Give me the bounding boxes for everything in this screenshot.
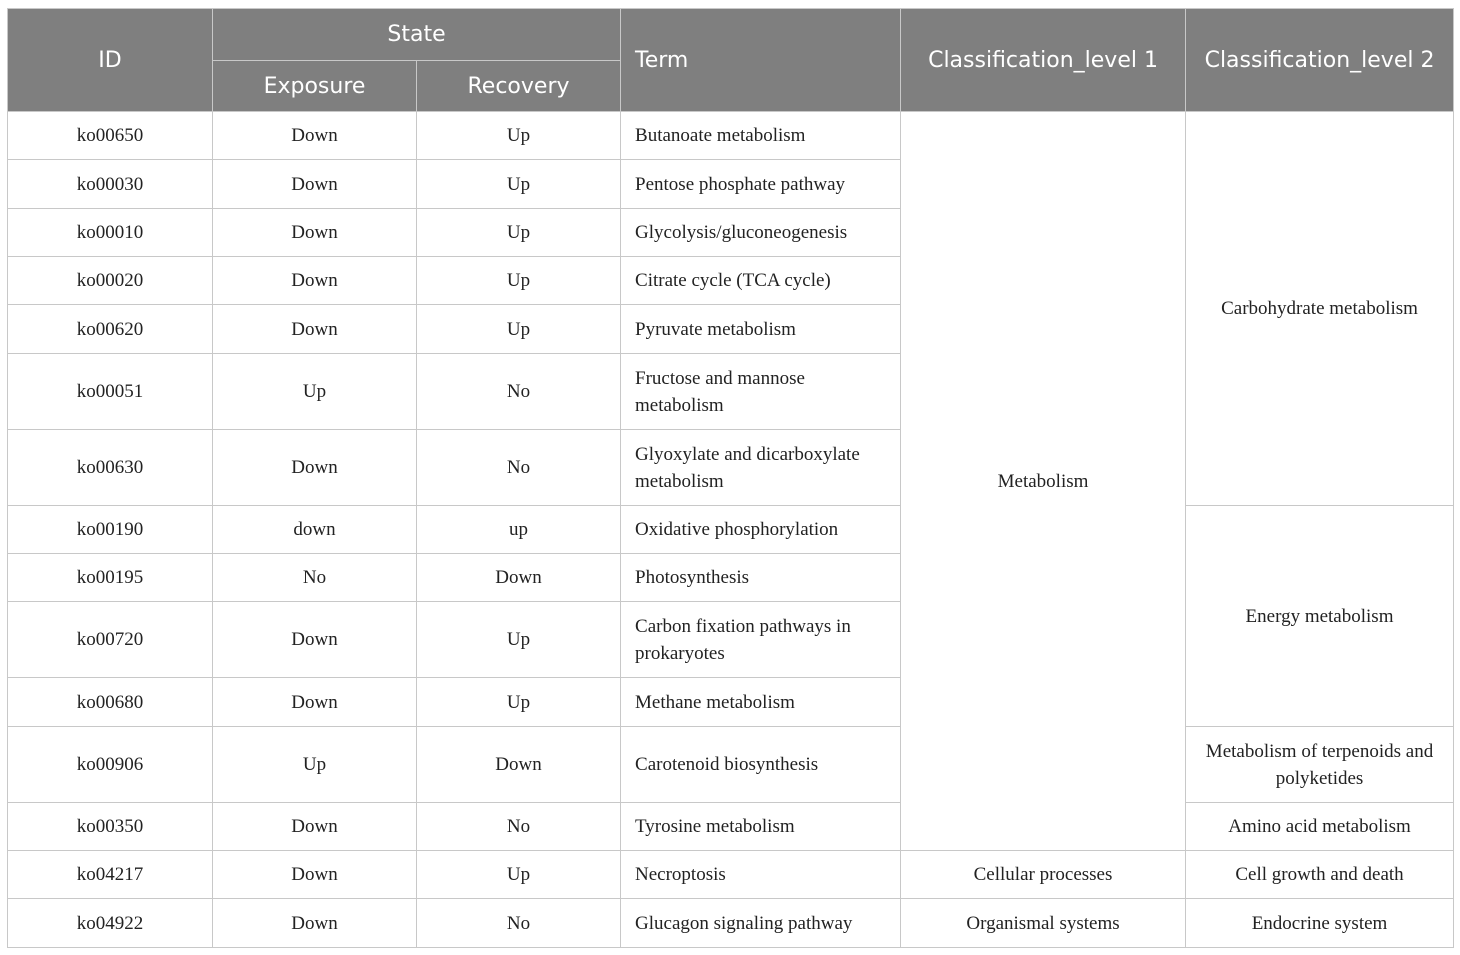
cell-exposure: Up xyxy=(213,727,417,803)
cell-id: ko00195 xyxy=(8,554,213,602)
cell-exposure: Down xyxy=(213,430,417,506)
cell-term: Glyoxylate and dicarboxylate metabolism xyxy=(621,430,901,506)
cell-exposure: Up xyxy=(213,354,417,430)
cell-class1: Metabolism xyxy=(901,112,1186,851)
cell-id: ko00020 xyxy=(8,257,213,305)
cell-recovery: No xyxy=(417,899,621,948)
cell-recovery: Up xyxy=(417,257,621,305)
cell-term: Pyruvate metabolism xyxy=(621,305,901,354)
cell-recovery: Up xyxy=(417,602,621,678)
kegg-pathway-table xyxy=(7,8,1454,948)
cell-id: ko00650 xyxy=(8,112,213,160)
table-row xyxy=(8,899,1454,948)
cell-term: Citrate cycle (TCA cycle) xyxy=(621,257,901,305)
cell-id: ko00030 xyxy=(8,160,213,209)
cell-id: ko00906 xyxy=(8,727,213,803)
header-class2: Classification_level 2 xyxy=(1186,9,1454,112)
cell-recovery: No xyxy=(417,354,621,430)
header-class1: Classification_level 1 xyxy=(901,9,1186,112)
cell-class2: Carbohydrate metabolism xyxy=(1186,112,1454,506)
cell-exposure: Down xyxy=(213,899,417,948)
table-body xyxy=(8,112,1454,948)
cell-recovery: Up xyxy=(417,851,621,899)
table-row xyxy=(8,803,1454,851)
cell-recovery: Down xyxy=(417,727,621,803)
cell-recovery: Up xyxy=(417,305,621,354)
cell-id: ko04217 xyxy=(8,851,213,899)
cell-class2: Metabolism of terpenoids and polyketides xyxy=(1186,727,1454,803)
cell-recovery: Up xyxy=(417,160,621,209)
cell-term: Photosynthesis xyxy=(621,554,901,602)
cell-id: ko00630 xyxy=(8,430,213,506)
cell-recovery: Up xyxy=(417,112,621,160)
cell-id: ko04922 xyxy=(8,899,213,948)
cell-term: Fructose and mannose metabolism xyxy=(621,354,901,430)
cell-recovery: up xyxy=(417,506,621,554)
cell-exposure: Down xyxy=(213,209,417,257)
cell-exposure: Down xyxy=(213,803,417,851)
cell-id: ko00010 xyxy=(8,209,213,257)
table-row xyxy=(8,851,1454,899)
cell-recovery: No xyxy=(417,430,621,506)
cell-term: Glucagon signaling pathway xyxy=(621,899,901,948)
header-recovery: Recovery xyxy=(417,61,621,112)
cell-term: Necroptosis xyxy=(621,851,901,899)
header-exposure: Exposure xyxy=(213,61,417,112)
cell-term: Tyrosine metabolism xyxy=(621,803,901,851)
cell-exposure: down xyxy=(213,506,417,554)
cell-recovery: Up xyxy=(417,209,621,257)
cell-id: ko00620 xyxy=(8,305,213,354)
cell-id: ko00720 xyxy=(8,602,213,678)
cell-class2: Endocrine system xyxy=(1186,899,1454,948)
cell-term: Oxidative phosphorylation xyxy=(621,506,901,554)
cell-class2: Amino acid metabolism xyxy=(1186,803,1454,851)
header-id: ID xyxy=(8,9,213,112)
cell-term: Pentose phosphate pathway xyxy=(621,160,901,209)
cell-exposure: Down xyxy=(213,602,417,678)
cell-class1: Cellular processes xyxy=(901,851,1186,899)
cell-id: ko00680 xyxy=(8,678,213,727)
table-row xyxy=(8,506,1454,554)
cell-recovery: No xyxy=(417,803,621,851)
cell-id: ko00190 xyxy=(8,506,213,554)
cell-exposure: Down xyxy=(213,678,417,727)
header-term: Term xyxy=(621,9,901,112)
cell-term: Glycolysis/gluconeogenesis xyxy=(621,209,901,257)
cell-exposure: No xyxy=(213,554,417,602)
table-row xyxy=(8,112,1454,160)
cell-id: ko00350 xyxy=(8,803,213,851)
table-row xyxy=(8,727,1454,803)
header-state: State xyxy=(213,9,621,61)
cell-exposure: Down xyxy=(213,160,417,209)
cell-exposure: Down xyxy=(213,257,417,305)
cell-exposure: Down xyxy=(213,851,417,899)
cell-term: Carbon fixation pathways in prokaryotes xyxy=(621,602,901,678)
cell-term: Carotenoid biosynthesis xyxy=(621,727,901,803)
cell-exposure: Down xyxy=(213,305,417,354)
cell-term: Methane metabolism xyxy=(621,678,901,727)
cell-class2: Cell growth and death xyxy=(1186,851,1454,899)
cell-recovery: Down xyxy=(417,554,621,602)
cell-term: Butanoate metabolism xyxy=(621,112,901,160)
cell-id: ko00051 xyxy=(8,354,213,430)
cell-class2: Energy metabolism xyxy=(1186,506,1454,727)
cell-exposure: Down xyxy=(213,112,417,160)
cell-class1: Organismal systems xyxy=(901,899,1186,948)
cell-recovery: Up xyxy=(417,678,621,727)
